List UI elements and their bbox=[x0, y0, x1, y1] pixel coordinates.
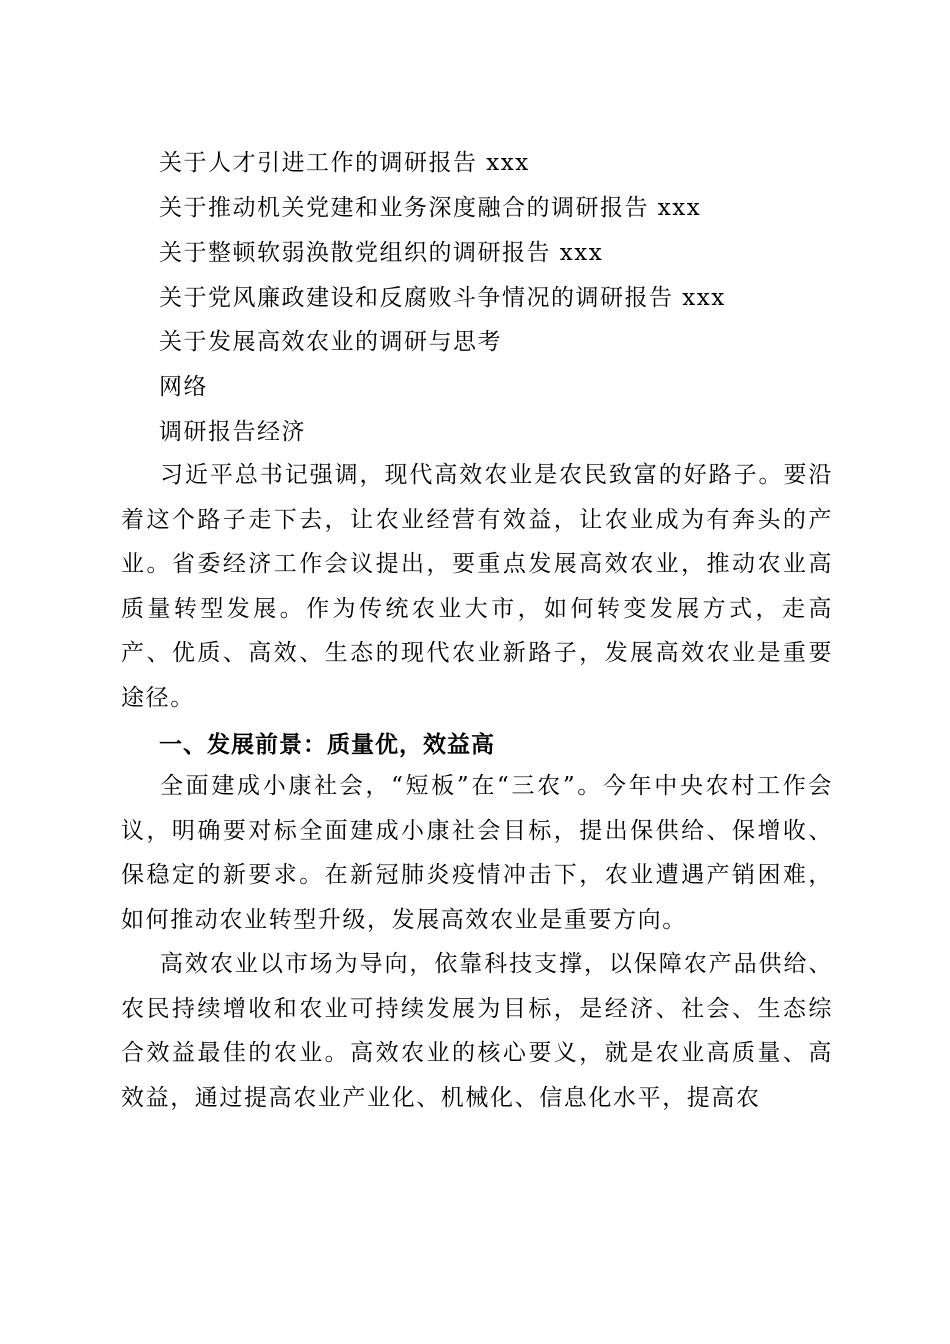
section-heading: 一、发展前景：质量优，效益高 bbox=[159, 732, 495, 758]
body-paragraph: 高效农业以市场为导向，依靠科技支撑，以保障农产品供给、农民持续增收和农业可持续发展为目标，是经济、社会、生态综合效益最佳的农业。高效农业的核心要义，就是农业高质量、高效益，通过提高农业产业化、机械化、信息化水平，提高农 bbox=[121, 951, 833, 1111]
intro-paragraph: 习近平总书记强调，现代高效农业是农民致富的好路子。要沿着这个路子走下去，让农业经营有效益，让农业成为有奔头的产业。省委经济工作会议提出，要重点发展高效农业，推动农业高质量转型发展。作为传统农业大市，如何转变发展方式，走高产、优质、高效、生态的现代农业新路子，发展高效农业是重要途径。 bbox=[121, 462, 833, 711]
body-paragraph: 全面建成小康社会，“短板”在“三农”。今年中央农村工作会议，明确要对标全面建成小康社会目标，提出保供给、保增收、保稳定的新要求。在新冠肺炎疫情冲击下，农业遭遇产销困难，如何推动农业转型升级，发展高效农业是重要方向。 bbox=[121, 773, 833, 933]
related-report-link[interactable]: 关于党风廉政建设和反腐败斗争情况的调研报告 xxx bbox=[159, 285, 726, 311]
related-report-link[interactable]: 关于发展高效农业的调研与思考 bbox=[159, 329, 502, 355]
related-report-link[interactable]: 关于整顿软弱涣散党组织的调研报告 xxx bbox=[159, 240, 604, 266]
tag-label: 网络 bbox=[159, 374, 208, 400]
related-report-link[interactable]: 关于推动机关党建和业务深度融合的调研报告 xxx bbox=[159, 195, 702, 221]
related-report-link[interactable]: 关于人才引进工作的调研报告 xxx bbox=[159, 150, 530, 176]
tag-label: 调研报告经济 bbox=[159, 419, 306, 445]
